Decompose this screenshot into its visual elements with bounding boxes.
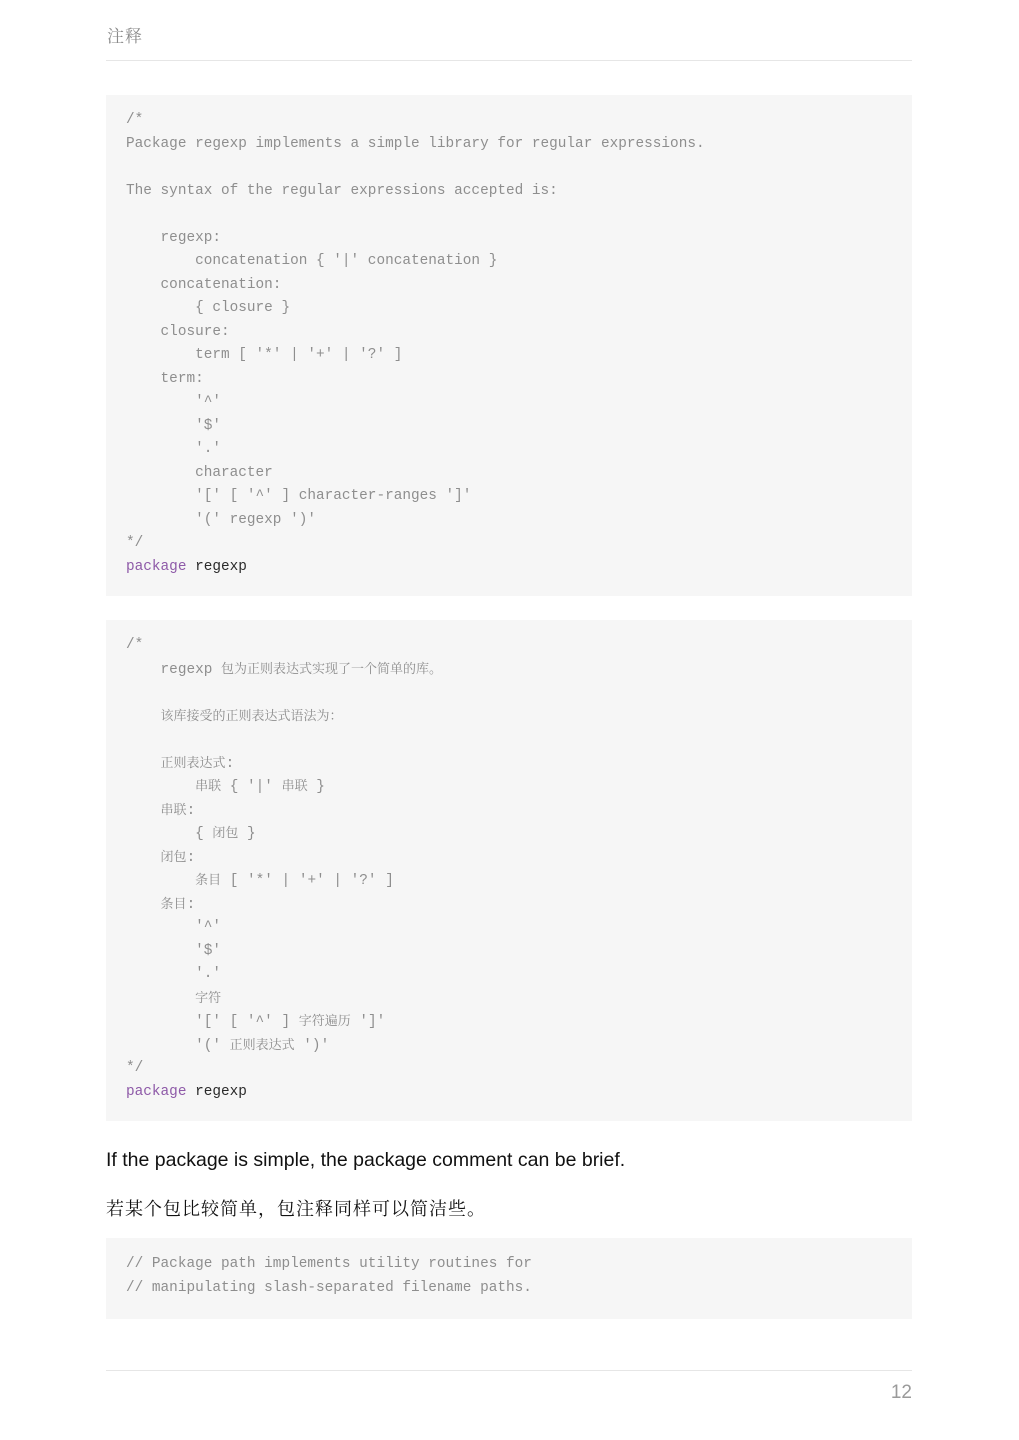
code-line: { 闭包 } xyxy=(126,826,256,842)
code-line: regexp: xyxy=(126,229,221,246)
cjk-text: 条目 xyxy=(160,896,187,912)
code-line: '[' [ '^' ] 字符遍历 ']' xyxy=(126,1014,386,1030)
code-line xyxy=(126,987,912,1011)
package-keyword: package xyxy=(126,1083,187,1100)
code-line: 正则表达式: xyxy=(160,755,235,772)
code-block-regexp-zh xyxy=(106,620,912,1121)
package-declaration xyxy=(126,556,912,580)
code-line: term [ '*' | '+' | '?' ] xyxy=(126,347,403,363)
code-line: 条目: xyxy=(160,896,196,913)
code-line: regexp 包为正则表达式实现了一个简单的库。 xyxy=(126,661,443,678)
code-line xyxy=(126,728,912,752)
code-line: /* xyxy=(126,112,144,128)
code-line: '(' regexp ')' xyxy=(126,511,316,528)
code-line xyxy=(126,203,912,227)
cjk-text: 正则表达式 xyxy=(160,755,226,771)
code-line xyxy=(126,156,912,180)
code-line: '.' xyxy=(126,966,221,982)
page-header-title: 注释 xyxy=(107,27,143,47)
code-line: '.' xyxy=(126,441,221,457)
code-line: term: xyxy=(126,370,204,387)
code-line: '^' xyxy=(126,919,221,935)
code-line: // manipulating slash-separated filename paths. xyxy=(126,1279,532,1296)
cjk-text: 字符遍历 xyxy=(298,1014,351,1029)
code-line: concatenation: xyxy=(126,276,282,293)
cjk-text: 包为正则表达式实现了一个简单的库。 xyxy=(221,661,443,677)
code-line: */ xyxy=(126,1060,144,1076)
code-line: '^' xyxy=(126,394,221,410)
code-line: 条目 [ '*' | '+' | '?' ] xyxy=(195,873,394,889)
code-line: '$' xyxy=(126,417,221,434)
code-line: '[' [ '^' ] character-ranges ']' xyxy=(126,488,472,504)
footer-divider xyxy=(106,1370,912,1371)
cjk-text: 串联 xyxy=(160,802,187,818)
code-line xyxy=(126,681,912,705)
paragraph-english: If the package is simple, the package comment can be brief. xyxy=(106,1149,626,1171)
code-line: // Package path implements utility routines for xyxy=(126,1256,532,1272)
cjk-text: 该库接受的正则表达式语法为： xyxy=(160,708,343,724)
cjk-text: 字符 xyxy=(195,990,222,1006)
code-line: Package regexp implements a simple library for regular expressions. xyxy=(126,135,705,152)
code-line: */ xyxy=(126,535,144,551)
package-name: regexp xyxy=(195,558,247,575)
cjk-text: 闭包 xyxy=(212,826,239,841)
code-line: closure: xyxy=(126,323,230,340)
cjk-text: 串联 xyxy=(281,779,308,794)
package-name: regexp xyxy=(195,1083,247,1100)
cjk-text: 条目 xyxy=(195,873,222,888)
paragraph-chinese: 若某个包比较简单，包注释同样可以简洁些。 xyxy=(106,1199,486,1220)
cjk-text: 闭包 xyxy=(160,849,187,865)
code-line: { closure } xyxy=(126,300,291,316)
code-line: 串联: xyxy=(160,802,196,819)
code-line: 串联 { '|' 串联 } xyxy=(195,779,325,795)
code-line: The syntax of the regular expressions accepted is: xyxy=(126,182,558,199)
code-line: '(' 正则表达式 ')' xyxy=(126,1037,330,1054)
code-line: /* xyxy=(126,637,144,653)
cjk-text: 串联 xyxy=(195,779,222,794)
code-line: 闭包: xyxy=(160,849,196,866)
package-declaration xyxy=(126,1081,912,1105)
code-line: concatenation { '|' concatenation } xyxy=(126,253,498,269)
code-line: character xyxy=(126,464,273,481)
code-line xyxy=(126,705,912,729)
code-block-regexp-en xyxy=(106,95,912,596)
code-line: '$' xyxy=(126,942,221,959)
header-divider xyxy=(106,60,912,61)
package-keyword: package xyxy=(126,558,187,575)
page-number: 12 xyxy=(890,1382,912,1403)
cjk-text: 正则表达式 xyxy=(229,1037,295,1053)
code-block-path-comment xyxy=(106,1238,912,1319)
